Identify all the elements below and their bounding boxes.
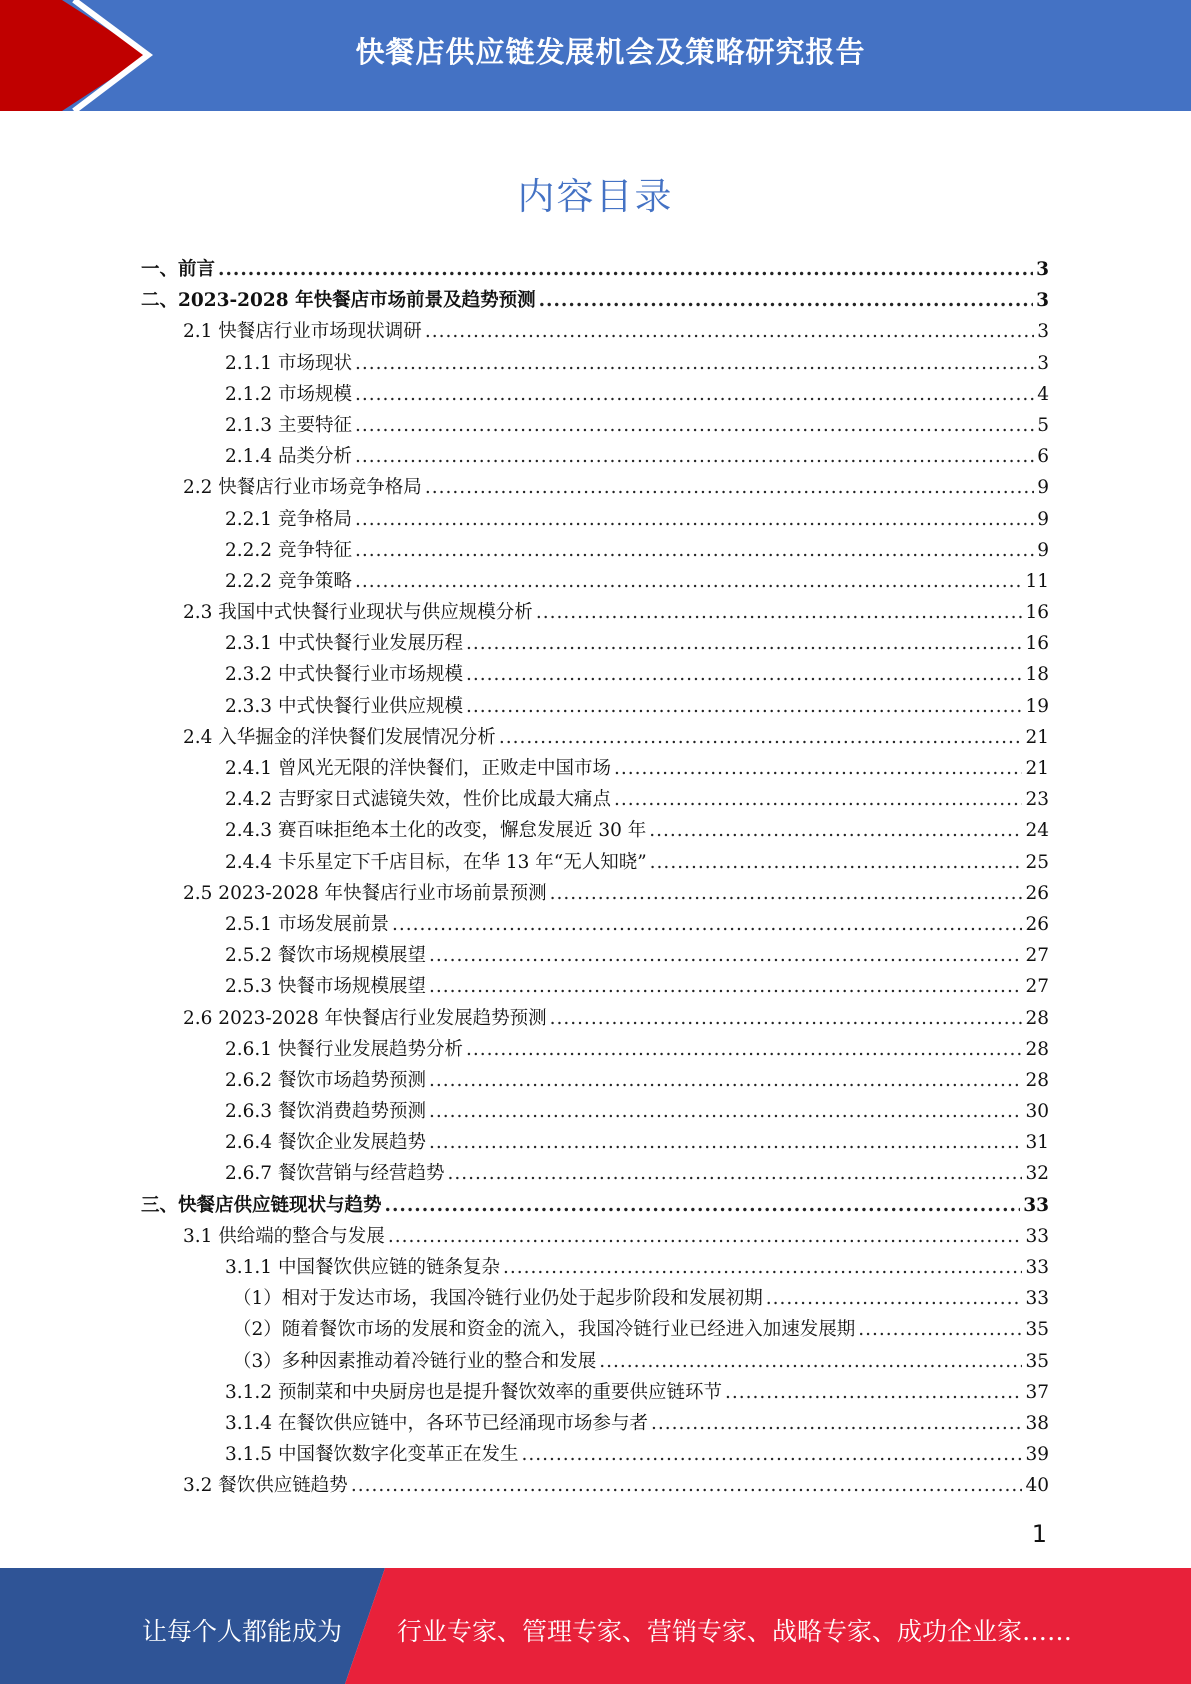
toc-entry[interactable] [0,379,1191,410]
toc-dot-leader [425,316,1034,347]
toc-entry-page: 25 [1025,851,1049,873]
toc-dot-leader [521,1439,1022,1470]
toc-dot-leader [355,566,1023,597]
toc-entry-page: 27 [1025,945,1049,967]
toc-entry-title: 2.4.2 吉野家日式滤镜失效，性价比成最大痛点 [225,789,611,811]
toc-entry-title: 2.3 我国中式快餐行业现状与供应规模分析 [183,602,533,624]
toc-entry-title: （2）随着餐饮市场的发展和资金的流入，我国冷链行业已经进入加速发展期 [233,1319,856,1341]
toc-entry[interactable] [0,285,1191,316]
toc-entry-title: 2.3.1 中式快餐行业发展历程 [225,633,463,655]
toc-dot-leader [550,878,1023,909]
toc-entry-page: 27 [1025,976,1049,998]
toc-dot-leader [650,847,1023,878]
toc-dot-leader [429,1096,1022,1127]
toc-entry-page: 28 [1025,1038,1049,1060]
toc-dot-leader [466,659,1022,690]
toc-dot-leader [725,1377,1022,1408]
toc-entry-title: 2.1.1 市场现状 [225,352,352,374]
toc-entry-title: 三、快餐店供应链现状与趋势 [141,1194,382,1216]
toc-entry[interactable] [0,940,1191,971]
toc-entry[interactable] [0,815,1191,846]
toc-entry-title: 2.3.3 中式快餐行业供应规模 [225,695,463,717]
toc-entry[interactable] [0,1408,1191,1439]
toc-entry[interactable] [0,753,1191,784]
toc-entry-title: 2.5.2 餐饮市场规模展望 [225,945,426,967]
toc-entry-title: （1）相对于发达市场，我国冷链行业仍处于起步阶段和发展初期 [233,1288,763,1310]
toc-entry-page: 35 [1025,1319,1049,1341]
toc-entry[interactable] [0,971,1191,1002]
toc-entry[interactable] [0,597,1191,628]
toc-entry-page: 3 [1036,290,1049,312]
toc-entry-page: 28 [1025,1069,1049,1091]
toc-dot-leader [499,722,1023,753]
toc-entry-page: 35 [1025,1350,1049,1372]
toc-entry[interactable] [0,659,1191,690]
table-of-contents [0,254,1191,1502]
toc-entry-title: 2.6.7 餐饮营销与经营趋势 [225,1163,445,1185]
toc-entry-title: 2.2 快餐店行业市场竞争格局 [183,477,422,499]
toc-dot-leader [355,504,1034,535]
toc-entry-title: 2.6.2 餐饮市场趋势预测 [225,1069,426,1091]
page-number: 1 [1031,1520,1047,1548]
toc-entry-page: 9 [1037,477,1049,499]
toc-entry-title: 2.4.4 卡乐星定下千店目标，在华 13 年“无人知晓” [225,851,647,873]
toc-dot-leader [429,1127,1022,1158]
toc-entry-title: 2.5.3 快餐市场规模展望 [225,976,426,998]
toc-entry-page: 21 [1025,726,1049,748]
toc-entry[interactable] [0,1283,1191,1314]
toc-entry-page: 33 [1025,1257,1049,1278]
toc-entry[interactable] [0,316,1191,347]
toc-entry[interactable] [0,784,1191,815]
toc-dot-leader [550,1003,1023,1034]
toc-entry-page: 33 [1025,1225,1049,1247]
toc-entry-page: 23 [1025,789,1049,811]
toc-entry-title: 2.1 快餐店行业市场现状调研 [183,321,422,343]
toc-entry-title: 一、前言 [141,259,216,280]
toc-dot-leader [429,1065,1022,1096]
toc-entry[interactable] [0,441,1191,472]
toc-entry-title: 2.2.2 竞争策略 [225,570,352,592]
toc-entry-page: 28 [1025,1007,1049,1029]
toc-dot-leader [429,971,1022,1002]
toc-entry[interactable] [0,1034,1191,1065]
toc-entry[interactable] [0,1470,1191,1501]
toc-entry-page: 40 [1025,1475,1049,1497]
toc-entry-title: 2.2.1 竞争格局 [225,508,352,530]
toc-entry-title: 二、2023-2028 年快餐店市场前景及趋势预测 [141,290,536,312]
toc-entry[interactable] [0,878,1191,909]
footer-band [0,1568,1191,1684]
toc-entry-title: 3.1.4 在餐饮供应链中，各环节已经涌现市场参与者 [225,1412,648,1434]
toc-dot-leader [392,909,1022,940]
toc-entry-title: 2.6.4 餐饮企业发展趋势 [225,1132,426,1154]
toc-entry[interactable] [0,1314,1191,1345]
toc-entry-title: 2.5.1 市场发展前景 [225,913,389,935]
toc-dot-leader [651,1408,1022,1439]
toc-entry-page: 33 [1023,1194,1049,1216]
toc-entry-page: 3 [1037,352,1049,374]
toc-entry-page: 9 [1037,539,1049,561]
toc-entry-page: 32 [1025,1163,1049,1185]
toc-entry[interactable] [0,472,1191,503]
toc-entry-title: 2.1.2 市场规模 [225,383,352,405]
toc-entry-page: 26 [1025,882,1049,904]
toc-dot-leader [355,535,1034,566]
toc-entry-page: 16 [1025,633,1049,655]
toc-entry-page: 39 [1025,1444,1049,1466]
toc-entry[interactable] [0,254,1191,285]
toc-dot-leader [351,1470,1023,1501]
footer-slogan-right: 行业专家、管理专家、营销专家、战略专家、成功企业家…… [397,1617,1073,1646]
toc-entry-page: 24 [1025,820,1049,842]
toc-dot-leader [388,1221,1023,1252]
toc-entry-page: 4 [1037,383,1049,405]
toc-entry-title: （3）多种因素推动着冷链行业的整合和发展 [233,1350,597,1372]
toc-dot-leader [766,1283,1023,1314]
toc-entry[interactable] [0,1003,1191,1034]
toc-entry[interactable] [0,348,1191,379]
toc-entry-page: 9 [1037,508,1049,530]
toc-dot-leader [355,379,1034,410]
toc-entry-page: 19 [1025,695,1049,717]
toc-dot-leader [599,1346,1022,1377]
toc-dot-leader [429,940,1022,971]
toc-dot-leader [466,628,1022,659]
toc-entry-title: 2.4.3 赛百味拒绝本土化的改变，懈怠发展近 30 年 [225,820,647,842]
toc-entry-page: 18 [1025,664,1049,686]
toc-dot-leader [614,784,1022,815]
toc-entry[interactable] [0,1377,1191,1408]
toc-entry[interactable] [0,1096,1191,1127]
toc-entry[interactable] [0,535,1191,566]
toc-dot-leader [385,1190,1021,1221]
toc-dot-leader [218,254,1033,285]
toc-dot-leader [355,410,1034,441]
toc-entry-page: 3 [1036,259,1049,280]
toc-entry-title: 2.1.3 主要特征 [225,414,352,436]
toc-dot-leader [649,815,1022,846]
toc-entry[interactable] [0,691,1191,722]
toc-entry-title: 2.6.1 快餐行业发展趋势分析 [225,1038,463,1060]
toc-entry-page: 31 [1025,1132,1049,1154]
toc-entry[interactable] [0,847,1191,878]
toc-entry[interactable] [0,628,1191,659]
toc-entry-page: 33 [1025,1288,1049,1310]
toc-dot-leader [425,472,1034,503]
toc-dot-leader [614,753,1022,784]
toc-entry[interactable] [0,909,1191,940]
toc-entry-title: 2.5 2023-2028 年快餐店行业市场前景预测 [183,882,547,904]
toc-entry[interactable] [0,1439,1191,1470]
toc-dot-leader [447,1158,1022,1189]
toc-entry-page: 37 [1025,1381,1049,1403]
toc-entry-page: 26 [1025,913,1049,935]
toc-entry-page: 3 [1037,321,1049,343]
toc-dot-leader [355,348,1034,379]
toc-entry-title: 2.1.4 品类分析 [225,446,352,468]
toc-entry-page: 21 [1025,758,1049,779]
toc-entry-title: 2.2.2 竞争特征 [225,539,352,561]
toc-dot-leader [539,285,1034,316]
toc-entry[interactable] [0,1190,1191,1221]
toc-dot-leader [466,691,1022,722]
toc-dot-leader [355,441,1034,472]
toc-entry[interactable] [0,1158,1191,1189]
toc-entry-title: 2.6 2023-2028 年快餐店行业发展趋势预测 [183,1007,547,1029]
toc-entry-title: 3.1.2 预制菜和中央厨房也是提升餐饮效率的重要供应链环节 [225,1381,722,1403]
toc-entry-title: 3.2 餐饮供应链趋势 [183,1475,348,1497]
toc-entry-title: 2.6.3 餐饮消费趋势预测 [225,1101,426,1123]
toc-entry-title: 2.4.1 曾风光无限的洋快餐们，正败走中国市场 [225,758,611,779]
toc-entry-page: 30 [1025,1101,1049,1123]
toc-entry[interactable] [0,566,1191,597]
toc-entry[interactable] [0,410,1191,441]
toc-entry[interactable] [0,1221,1191,1252]
toc-entry[interactable] [0,504,1191,535]
toc-heading: 内容目录 [517,175,674,218]
toc-entry[interactable] [0,1065,1191,1096]
toc-entry-page: 16 [1025,602,1049,624]
toc-entry-title: 2.4 入华掘金的洋快餐们发展情况分析 [183,726,496,748]
footer-slogan-left: 让每个人都能成为 [142,1617,343,1646]
toc-entry-title: 3.1 供给端的整合与发展 [183,1225,385,1247]
toc-entry[interactable] [0,1127,1191,1158]
toc-entry[interactable] [0,1252,1191,1283]
toc-entry-page: 11 [1025,570,1049,592]
toc-entry[interactable] [0,1346,1191,1377]
toc-dot-leader [466,1034,1022,1065]
toc-entry-title: 2.3.2 中式快餐行业市场规模 [225,664,463,686]
report-title: 快餐店供应链发展机会及策略研究报告 [355,35,866,69]
toc-entry-page: 38 [1025,1412,1049,1434]
toc-dot-leader [503,1252,1022,1283]
toc-entry[interactable] [0,722,1191,753]
toc-dot-leader [858,1314,1022,1345]
toc-entry-page: 5 [1037,414,1049,436]
header-band [0,0,1191,111]
toc-dot-leader [536,597,1023,628]
toc-entry-page: 6 [1037,446,1049,468]
toc-entry-title: 3.1.5 中国餐饮数字化变革正在发生 [225,1444,519,1466]
toc-entry-title: 3.1.1 中国餐饮供应链的链条复杂 [225,1257,500,1278]
